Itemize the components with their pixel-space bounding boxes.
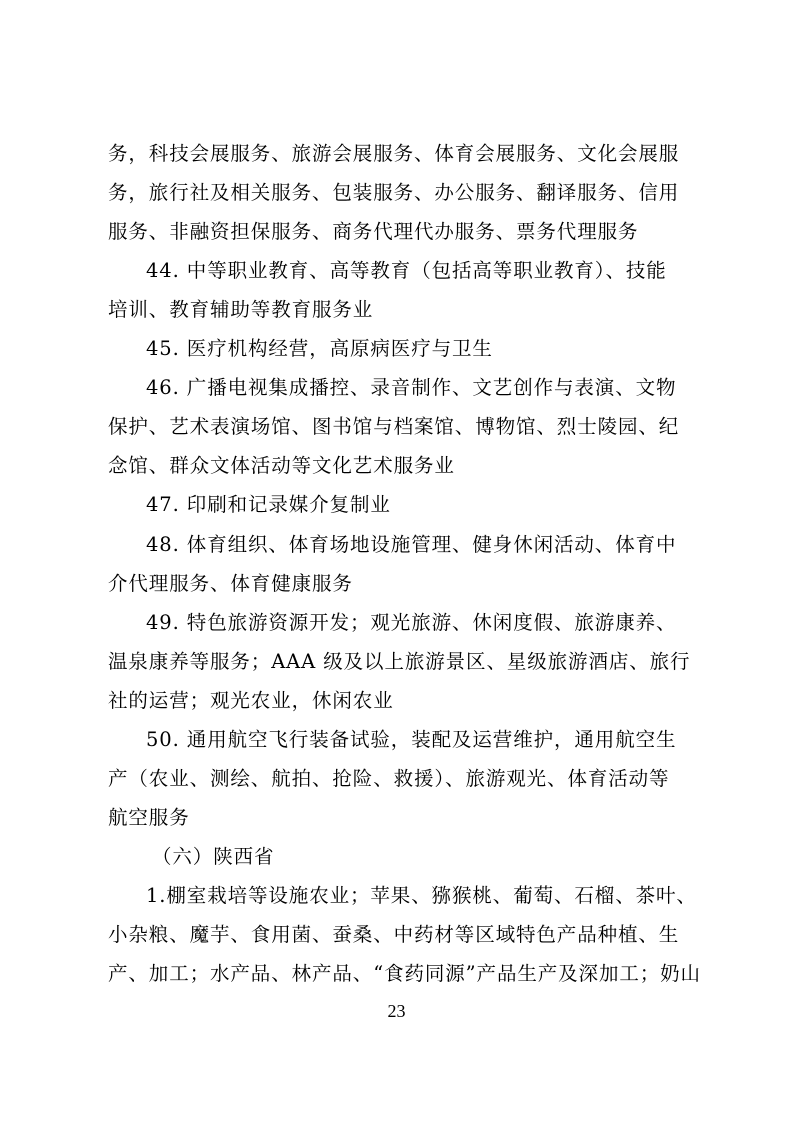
text-line: 小杂粮、魔芋、食用菌、蚕桑、中药材等区域特色产品种植、生 (108, 923, 680, 946)
text-line: 保护、艺术表演场馆、图书馆与档案馆、博物馆、烈士陵园、纪 (108, 415, 680, 438)
text-line: 务，科技会展服务、旅游会展服务、体育会展服务、文化会展服 (108, 142, 680, 165)
text-line: 温泉康养等服务；AAA 级及以上旅游景区、星级旅游酒店、旅行 (108, 650, 691, 673)
list-item-48: 48. 体育组织、体育场地设施管理、健身休闲活动、体育中 (146, 533, 677, 556)
text-line: 培训、教育辅助等教育服务业 (108, 298, 374, 321)
section-heading: （六）陕西省 (152, 845, 275, 868)
text-line: 航空服务 (108, 806, 190, 829)
text-line: 服务、非融资担保服务、商务代理代办服务、票务代理服务 (108, 220, 639, 243)
text-line: 念馆、群众文体活动等文化艺术服务业 (108, 454, 455, 477)
text-line: 产、加工；水产品、林产品、“食药同源”产品生产及深加工；奶山 (108, 962, 701, 985)
list-item-1: 1.棚室栽培等设施农业；苹果、猕猴桃、葡萄、石榴、茶叶、 (146, 884, 697, 907)
text-line: 介代理服务、体育健康服务 (108, 572, 353, 595)
text-line: 务，旅行社及相关服务、包装服务、办公服务、翻译服务、信用 (108, 181, 680, 204)
text-line: 社的运营；观光农业，休闲农业 (108, 689, 394, 712)
list-item-49: 49. 特色旅游资源开发；观光旅游、休闲度假、旅游康养、 (146, 611, 677, 634)
text-line: 产（农业、测绘、航拍、抢险、救援）、旅游观光、体育活动等 (108, 767, 670, 790)
list-item-47: 47. 印刷和记录媒介复制业 (146, 493, 391, 516)
page-number: 23 (387, 1001, 406, 1021)
list-item-50: 50. 通用航空飞行装备试验，装配及运营维护，通用航空生 (146, 728, 677, 751)
list-item-46: 46. 广播电视集成播控、录音制作、文艺创作与表演、文物 (146, 376, 677, 399)
list-item-45: 45. 医疗机构经营，高原病医疗与卫生 (146, 337, 493, 360)
list-item-44: 44. 中等职业教育、高等教育（包括高等职业教育）、技能 (146, 259, 667, 282)
